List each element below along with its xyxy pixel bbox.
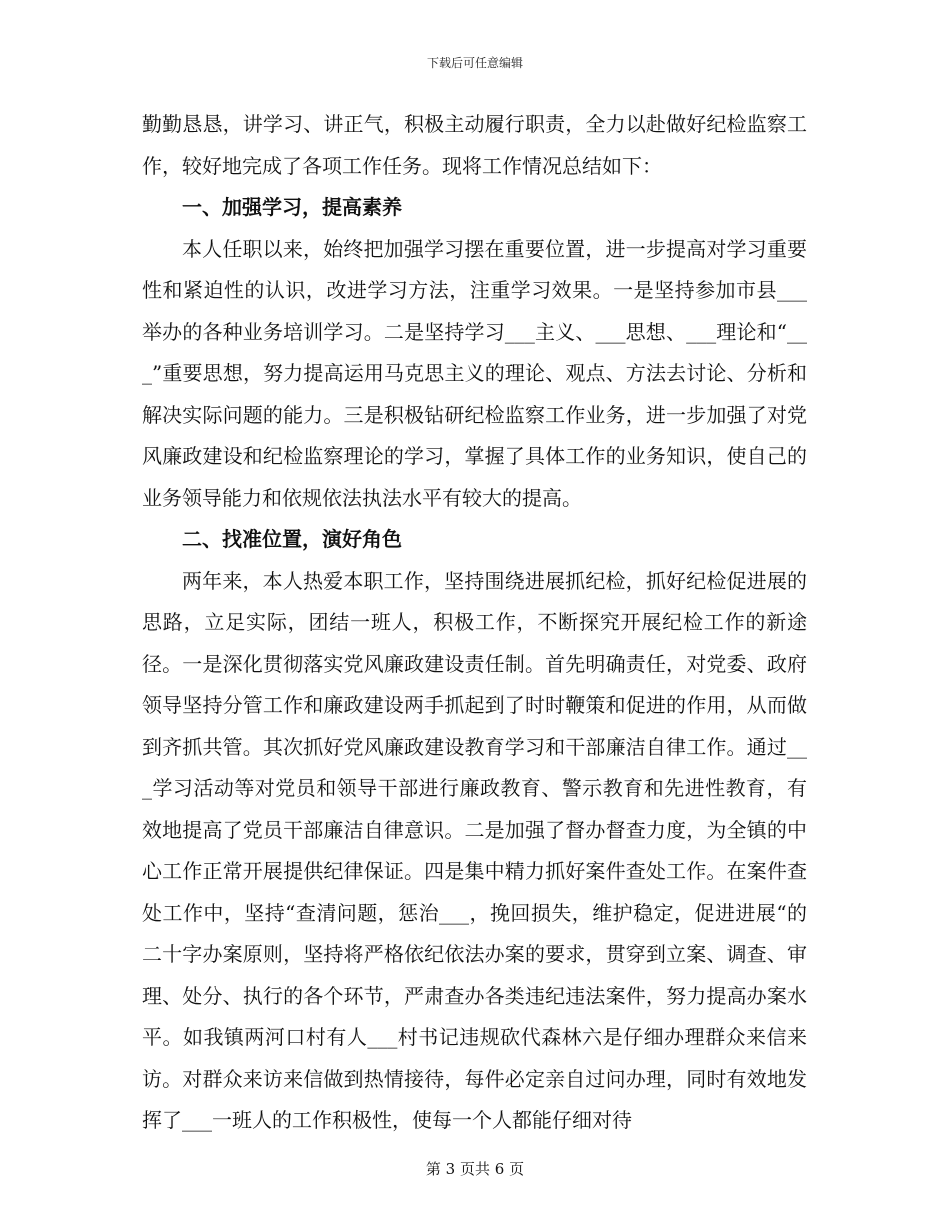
paragraph-section-1: 本人任职以来，始终把加强学习摆在重要位置，进一步提高对学习重要性和紧迫性的认识，改进学习方法，注重学习效果。一是坚持参加市县___举办的各种业务培训学习。二是坚持学习___主义、___思想、___理论和“___”重要思想，努力提高运用马克思主义的理论、观点、方法去讨论、分析和解决实际问题的能力。三是积极钻研纪检监察工作业务，进一步加强了对党风廉政建设和纪检监察理论的学习，掌握了具体工作的业务知识，使自己的业务领导能力和依规依法执法水平有较大的提高。 — [142, 236, 807, 510]
document-body — [142, 104, 807, 1142]
page-number: 第 3 页共 6 页 — [425, 1160, 525, 1178]
paragraph-section-2: 两年来，本人热爱本职工作，坚持围绕进展抓纪检，抓好纪检促进展的思路，立足实际，团结一班人，积极工作，不断探究开展纪检工作的新途径。一是深化贯彻落实党风廉政建设责任制。首先明确责任，对党委、政府领导坚持分管工作和廉政建设两手抓起到了时时鞭策和促进的作用，从而做到齐抓共管。其次抓好党风廉政建设教育学习和干部廉洁自律工作。通过___学习活动等对党员和领导干部进行廉政教育、警示教育和先进性教育，有效地提高了党员干部廉洁自律意识。二是加强了督办督查力度，为全镇的中心工作正常开展提供纪律保证。四是集中精力抓好案件查处工作。在案件查处工作中，坚持“查清问题，惩治___，挽回损失，维护稳定，促进进展“的二十字办案原则，坚持将严格依纪依法办案的要求，贯穿到立案、调查、审理、处分、执行的各个环节，严肃查办各类违纪违法案件，努力提高办案水平。如我镇两河口村有人___村书记违规砍代森林六是仔细办理群众来信来访。对群众来访来信做到热情接待，每件必定亲自过问办理，同时有效地发挥了___一班人的工作积极性，使每一个人都能仔细对待 — [142, 568, 807, 1132]
paragraph-intro: 勤勤恳恳，讲学习、讲正气，积极主动履行职责，全力以赴做好纪检监察工作，较好地完成了各项工作任务。现将工作情况总结如下： — [142, 112, 807, 178]
page-header-note: 下载后可任意编辑 — [426, 56, 523, 70]
section-heading-2: 二、找准位置，演好角色 — [182, 527, 402, 551]
section-heading-1: 一、加强学习，提高素养 — [182, 195, 402, 219]
